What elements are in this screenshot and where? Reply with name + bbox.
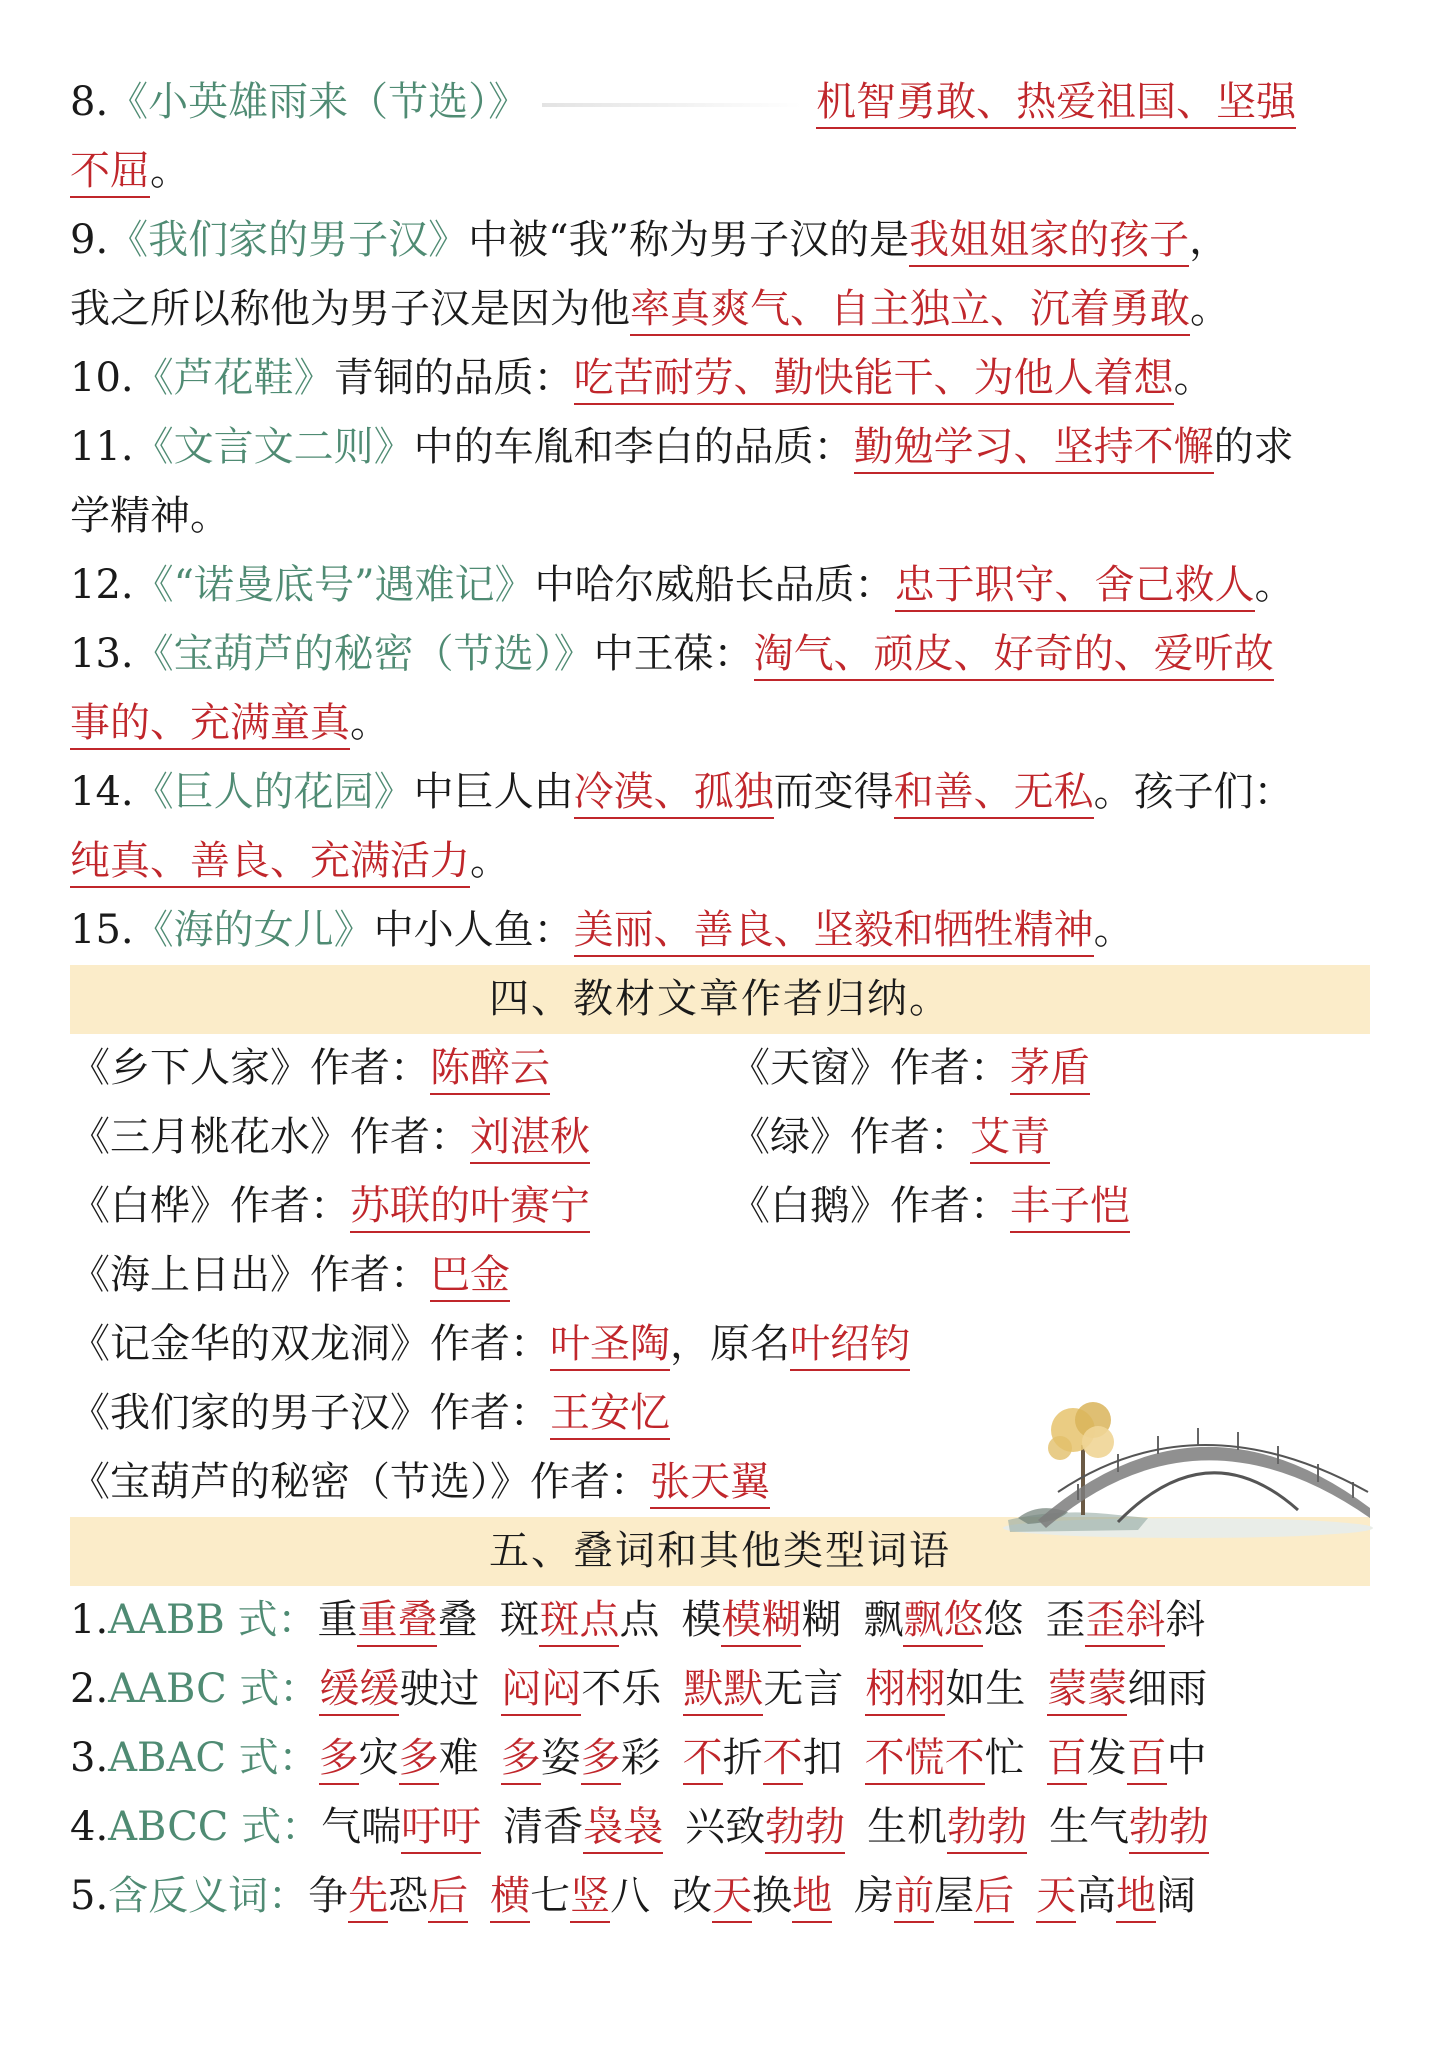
answer-text: 歪斜 [1085,1597,1165,1647]
answer-text: 多 [399,1735,439,1785]
body-text: 屋 [934,1873,975,1919]
quality-line [70,896,1370,965]
author-entry [730,1103,1050,1172]
answer-text: 天 [712,1873,752,1923]
lesson-title: 《“诺曼底号”遇难记》 [133,562,535,608]
body-text: ， [1189,217,1230,263]
answer-text: 冷漠、孤独 [574,769,774,819]
body-text: 。孩子们： [1093,769,1294,815]
answer-text: 后 [974,1873,1014,1923]
word-group [1045,1597,1205,1643]
author-row [70,1310,1370,1379]
body-text: 。 [1173,355,1214,401]
book-title: 《白桦》作者： [70,1183,350,1229]
word-group [865,1735,1025,1781]
body-text: 。 [1190,286,1230,332]
body-text: 中巨人由 [413,769,574,815]
answer-text: 栩栩 [865,1666,945,1716]
quality-line [70,620,1370,689]
body-text: 中被“我”称为男子汉的是 [468,217,910,263]
body-text: 中小人鱼： [373,907,574,953]
item-number: 11. [70,424,134,470]
word-type-label: AABB 式： [108,1597,318,1643]
item-number: 3. [70,1735,109,1781]
author-entry [70,1045,550,1095]
answer-text: 竖 [570,1873,610,1923]
section-five-title: 五、叠词和其他类型词语 [489,1528,951,1574]
body-text: 中王葆： [593,631,754,677]
word-type-label: 含反义词： [108,1873,309,1919]
author-row [70,1103,1370,1172]
item-number: 1. [70,1597,109,1643]
word-type-row [70,1724,1370,1793]
item-number: 9. [70,217,109,263]
body-text: ，原名 [670,1321,790,1367]
body-text: 悠 [983,1597,1024,1643]
answer-text: 袅袅 [583,1804,663,1854]
word-group [319,1666,479,1712]
book-title: 《记金华的双龙洞》作者： [70,1321,550,1367]
answer-text: 勤勉学习、坚持不懈 [854,424,1214,474]
body-text: 灾 [358,1735,399,1781]
author-name: 丰子恺 [1010,1183,1130,1233]
body-text: 发 [1086,1735,1127,1781]
answer-text: 事的、充满童真 [70,700,350,750]
body-text: 不乐 [581,1666,662,1712]
book-title: 《白鹅》作者： [730,1183,1010,1229]
character-qualities-section [70,68,1370,965]
quality-line [70,689,1370,758]
body-text: 改 [672,1873,713,1919]
body-text: 房 [854,1873,895,1919]
body-text: 忙 [984,1735,1025,1781]
body-text: 七 [530,1873,571,1919]
body-text: 驶过 [399,1666,480,1712]
answer-text: 不 [945,1735,985,1785]
body-text: 。 [1254,562,1295,608]
body-text: 折 [722,1735,763,1781]
body-text: 叠 [437,1597,478,1643]
answer-text: 闷闷 [501,1666,581,1716]
quality-line [70,137,1370,206]
word-type-row [70,1862,1370,1931]
quality-line [70,551,1370,620]
section-four-header [70,965,1370,1034]
word-group [683,1735,843,1781]
body-text: 无言 [763,1666,844,1712]
word-group [503,1804,663,1850]
answer-text: 横 [490,1873,530,1923]
author-row [70,1241,1370,1310]
body-text: 。 [1093,907,1134,953]
answer-text: 忠于职守、舍己救人 [895,562,1255,612]
book-title: 《绿》作者： [730,1114,970,1160]
body-text: 中 [1166,1735,1207,1781]
body-text: 换 [752,1873,793,1919]
word-group [867,1804,1027,1850]
answer-text: 勃勃 [765,1804,845,1854]
item-number: 2. [70,1666,109,1712]
lesson-title: 《文言文二则》 [133,424,414,470]
body-text: 扣 [802,1735,843,1781]
author-name: 艾青 [970,1114,1050,1164]
word-group [321,1804,481,1850]
author-name: 张天翼 [650,1459,770,1509]
author-entry [70,1114,590,1164]
word-type-label: AABC 式： [108,1666,320,1712]
lesson-title: 《巨人的花园》 [133,769,414,815]
author-name: 巴金 [430,1252,510,1302]
answer-text: 吃苦耐劳、勤快能干、为他人着想 [574,355,1174,405]
answer-text: 吁吁 [401,1804,481,1854]
word-group [1049,1804,1209,1850]
answer-text: 飘悠 [903,1597,983,1647]
item-number: 12. [70,562,134,608]
word-group [1036,1873,1196,1919]
lesson-title: 《芦花鞋》 [133,355,334,401]
body-text: 青铜的品质： [333,355,574,401]
author-name: 苏联的叶赛宁 [350,1183,590,1233]
body-text: 斜 [1165,1597,1206,1643]
body-text: 生机 [867,1804,948,1850]
answer-text: 多 [319,1735,359,1785]
body-text: 的求 [1213,424,1294,470]
lesson-title: 《小英雄雨来（节选）》 [108,79,529,125]
word-group [308,1873,468,1919]
answer-text: 地 [792,1873,832,1923]
item-number: 13. [70,631,134,677]
quality-line [70,68,1370,137]
item-number: 10. [70,355,134,401]
answer-text: 地 [1116,1873,1156,1923]
body-text: 。 [150,148,190,194]
body-text: 高 [1076,1873,1117,1919]
answer-text: 多 [501,1735,541,1785]
quality-line [70,206,1370,275]
body-text: 学精神。 [70,493,230,539]
answer-text: 蒙蒙 [1047,1666,1127,1716]
answer-text: 斑点 [539,1597,619,1647]
body-text: 争 [308,1873,349,1919]
body-text: 我之所以称他为男子汉是因为他 [70,286,630,332]
lesson-title: 《宝葫芦的秘密（节选）》 [133,631,594,677]
answer-text: 模糊 [721,1597,801,1647]
body-text: 恐 [388,1873,429,1919]
word-group [490,1873,650,1919]
body-text: 糊 [801,1597,842,1643]
author-entry [730,1172,1130,1241]
body-text: 八 [610,1873,651,1919]
body-text: 如生 [945,1666,1026,1712]
word-group [672,1873,832,1919]
answer-text: 缓缓 [319,1666,399,1716]
faded-rule [542,103,802,107]
answer-text: 默默 [683,1666,763,1716]
word-type-label: ABAC 式： [108,1735,319,1781]
word-group [317,1597,477,1643]
lesson-title: 《我们家的男子汉》 [108,217,469,263]
answer-text: 天 [1036,1873,1076,1923]
body-text: 彩 [620,1735,661,1781]
quality-line [70,758,1370,827]
book-title: 《天窗》作者： [730,1045,1010,1091]
body-text: 气喘 [321,1804,402,1850]
book-title: 《三月桃花水》作者： [70,1114,470,1160]
body-text: 模 [681,1597,722,1643]
answer-text: 率真爽气、自主独立、沉着勇敢 [630,286,1190,336]
answer-text: 先 [348,1873,388,1923]
book-title: 《我们家的男子汉》作者： [70,1390,550,1436]
lesson-title: 《海的女儿》 [133,907,374,953]
answer-text: 百 [1047,1735,1087,1785]
word-group [685,1804,845,1850]
word-group [865,1666,1025,1712]
body-text: 斑 [499,1597,540,1643]
answer-text: 前 [894,1873,934,1923]
body-text: 歪 [1045,1597,1086,1643]
author-entry [70,1390,670,1440]
item-number: 8. [70,79,109,125]
answer-text: 淘气、顽皮、好奇的、爱听故 [754,631,1274,681]
body-text: 。 [350,700,390,746]
book-title: 《乡下人家》作者： [70,1045,430,1091]
body-text: 兴致 [685,1804,766,1850]
quality-line [70,413,1370,482]
word-group [854,1873,1014,1919]
author-name: 叶圣陶 [550,1321,670,1371]
item-number: 4. [70,1804,109,1850]
answer-text: 机智勇敢、热爱祖国、坚强 [816,79,1296,129]
body-text: 中的车胤和李白的品质： [413,424,854,470]
body-text: 飘 [863,1597,904,1643]
section-four-title: 四、教材文章作者归纳。 [489,976,951,1022]
book-title: 《海上日出》作者： [70,1252,430,1298]
answer-text: 纯真、善良、充满活力 [70,838,470,888]
worksheet-page [70,68,1370,1931]
quality-line [70,344,1370,413]
body-text: 中哈尔威船长品质： [534,562,895,608]
answer-text: 后 [428,1873,468,1923]
answer-text: 美丽、善良、坚毅和牺牲精神 [574,907,1094,957]
answer-text: 勃勃 [947,1804,1027,1854]
answer-text: 我姐姐家的孩子 [909,217,1189,267]
answer-text: 不 [763,1735,803,1785]
answer-text: 勃勃 [1129,1804,1209,1854]
quality-line [70,275,1370,344]
body-text: 清香 [503,1804,584,1850]
author-entry [70,1183,590,1233]
body-text: 阔 [1156,1873,1197,1919]
reduplicated-words-section [70,1586,1370,1931]
word-group [501,1666,661,1712]
item-number: 5. [70,1873,109,1919]
word-type-row [70,1586,1370,1655]
answer-text: 不 [683,1735,723,1785]
bridge-illustration [998,1390,1378,1540]
author-original-name: 叶绍钧 [790,1321,910,1371]
author-row [70,1034,1370,1103]
quality-line [70,482,1370,551]
item-number: 14. [70,769,134,815]
answer-text: 多 [581,1735,621,1785]
author-row [70,1172,1370,1241]
author-name: 王安忆 [550,1390,670,1440]
word-type-row [70,1793,1370,1862]
author-entry [70,1252,510,1302]
body-text: 。 [470,838,510,884]
word-group [319,1735,479,1781]
author-name: 陈醉云 [430,1045,550,1095]
word-type-label: ABCC 式： [108,1804,322,1850]
word-type-row [70,1655,1370,1724]
author-entry [730,1034,1090,1103]
body-text: 重 [317,1597,358,1643]
quality-line [70,827,1370,896]
word-group [499,1597,659,1643]
answer-text: 不慌 [865,1735,945,1785]
word-group [681,1597,841,1643]
book-title: 《宝葫芦的秘密（节选）》作者： [70,1459,650,1505]
body-text: 生气 [1049,1804,1130,1850]
item-number: 15. [70,907,134,953]
author-name: 刘湛秋 [470,1114,590,1164]
author-entry [70,1321,910,1371]
word-group [501,1735,661,1781]
answer-text: 百 [1127,1735,1167,1785]
author-name: 茅盾 [1010,1045,1090,1095]
body-text: 细雨 [1127,1666,1208,1712]
body-text: 点 [619,1597,660,1643]
word-group [1047,1735,1207,1781]
author-entry [70,1459,770,1509]
answer-text: 和善、无私 [894,769,1094,819]
word-group [683,1666,843,1712]
word-group [1047,1666,1207,1712]
answer-text: 重叠 [357,1597,437,1647]
body-text: 姿 [540,1735,581,1781]
body-text: 而变得 [773,769,894,815]
answer-text: 不屈 [70,148,150,198]
body-text: 难 [438,1735,479,1781]
word-group [863,1597,1023,1643]
